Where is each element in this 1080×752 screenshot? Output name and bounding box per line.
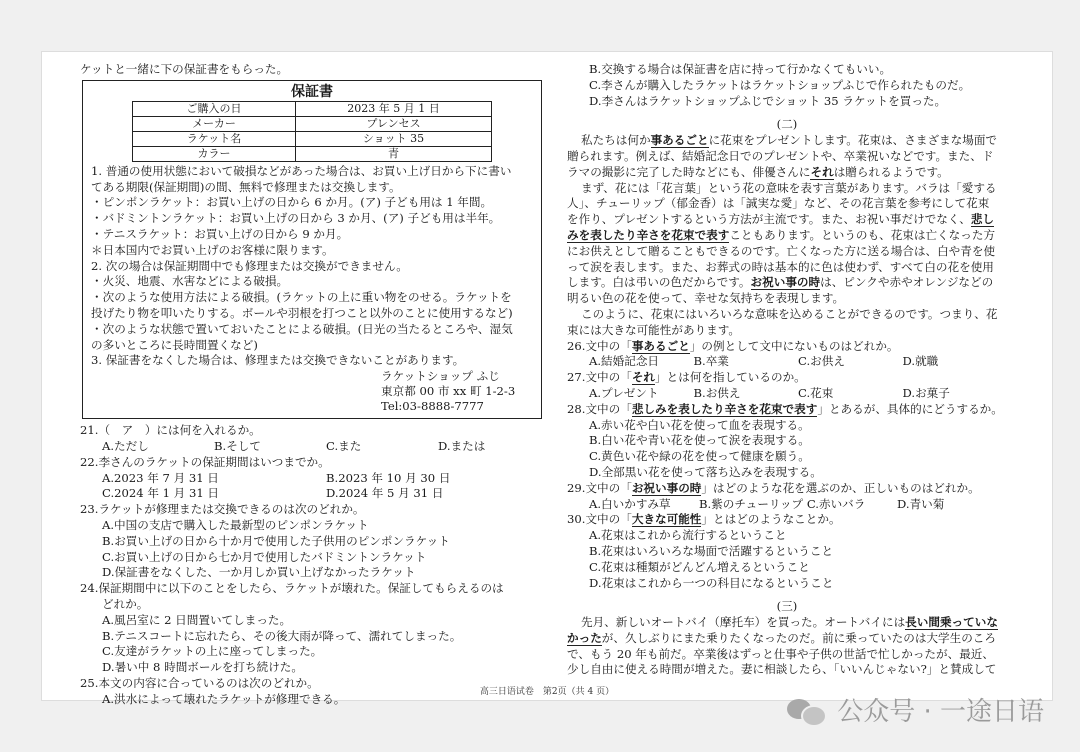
guarantee-line: 投げたり物を叩いたりする。ボールや羽根を打つこと以外のことに使用するなど) [91, 305, 513, 320]
option: C.お供え [798, 354, 845, 369]
options-21 [80, 439, 550, 455]
guarantee-table [132, 101, 492, 162]
question-24-cont: どれか。 [102, 596, 149, 611]
option: D.就職 [902, 354, 939, 369]
left-column [80, 62, 550, 708]
passage-2-para-1 [567, 133, 1007, 180]
guarantee-line: ・次のような状態で置いておいたことによる破損。(日光の当たるところや、湿気 [91, 321, 513, 336]
passage-line [567, 260, 1007, 276]
option: D.または [438, 438, 486, 453]
passage-line [567, 662, 1007, 678]
q-post: 」とは何を指しているのか。 [655, 370, 806, 385]
passage-text: で、もう 20 年も前だ。卒業後はずっと仕事や子供の世話で忙しかったが、最近、 [567, 646, 994, 661]
passage-text: ラマの撮影に完了した時などにも、俳優さんに [567, 164, 811, 179]
q-post: 」とあるが、具体的にどうするか。 [817, 401, 1003, 416]
option: B.卒業 [693, 354, 729, 369]
q-underlined: 大きな可能性 [631, 512, 702, 527]
underlined-phrase: 事あるごと [650, 133, 709, 148]
option: B.交換する場合は保証書を店に持って行かなくてもいい。 [589, 62, 892, 76]
guarantee-line: 1. 普通の使用状態において破損などがあった場合は、お買い上げ日から下に書い [91, 163, 512, 178]
underlined-phrase: お祝い事の時 [750, 275, 821, 290]
exam-page [42, 52, 1052, 706]
passage-line [567, 275, 1007, 291]
question-27 [567, 370, 1007, 386]
passage-line [567, 615, 1007, 631]
shop-name: ラケットショップ ふじ [381, 369, 500, 384]
option: D.花束はこれから一つの科目になるということ [589, 575, 834, 590]
page-footer: 高三日语试卷 第2页（共 4 页） [479, 687, 615, 697]
passage-line [567, 307, 1007, 323]
passage-text: 私たちは何か [581, 133, 651, 148]
passage-line [567, 181, 1007, 197]
table-row [133, 101, 492, 116]
question-26 [567, 339, 1007, 355]
option: A.結婚記念日 [589, 354, 660, 369]
q-post: 」とはどのようなことか。 [701, 512, 841, 527]
q-post: 」の例として文中にないものはどれか。 [689, 338, 899, 353]
guarantee-line: ＊日本国内でお買い上げのお客様に限ります。 [91, 242, 334, 257]
option: D.全部黒い花を使って落ち込みを表現する。 [589, 464, 822, 479]
passage-line [567, 291, 1007, 307]
table-value: 青 [296, 146, 492, 161]
option: B.テニスコートに忘れたら、その後大雨が降って、濡れてしまった。 [102, 628, 462, 643]
option: B.お供え [693, 385, 741, 400]
passage-text: にお供えとして贈ることもできるのです。亡くなった方に送る場合は、白や青を使 [567, 243, 996, 258]
passage-line [567, 631, 1007, 647]
option: D.保証書をなくした、一か月しか買い上げなかったラケット [102, 565, 416, 580]
q-underlined: 事あるごと [631, 338, 690, 353]
underlined-phrase: 長い間乗っていな [905, 615, 998, 630]
watermark-text: 公众号 · 一途日语 [837, 697, 1044, 727]
option: B.お買い上げの日から十か月で使用した子供用のピンポンラケット [102, 533, 450, 548]
passage-3-para-1 [567, 615, 1007, 678]
table-key: ラケット名 [133, 131, 296, 146]
options-27 [567, 386, 1007, 402]
passage-line [567, 149, 1007, 165]
table-row [133, 131, 492, 146]
option: C.花束は種類がどんどん増えるということ [589, 559, 810, 574]
passage-text: こともあります。というのも、花束は亡くなった方 [729, 227, 996, 242]
passage-line [567, 647, 1007, 663]
guarantee-line: 3. 保証書をなくした場合は、修理または交換できないことがあります。 [91, 353, 465, 368]
guarantee-title: 保証書 [291, 83, 333, 100]
q-underlined: お祝い事の時 [631, 480, 702, 495]
underlined-phrase: かった [567, 630, 602, 645]
guarantee-line: てある期限(保証期間)の間、無料で修理または交換します。 [91, 179, 401, 194]
option: D.青い菊 [897, 496, 945, 511]
passage-line [567, 244, 1007, 260]
q-pre: 26.文中の「 [567, 338, 632, 353]
option: A.中国の支店で購入した最新型のピンポンラケット [102, 517, 369, 532]
section-3-heading: (三) [776, 599, 798, 614]
option: A.白いかすみ草 [589, 496, 671, 511]
passage-text: は、ピンクや赤やオレンジなどの [820, 275, 994, 290]
question-25: 25.本文の内容に合っているのは次のどれか。 [80, 675, 319, 690]
question-30 [567, 512, 1007, 528]
option: D.暑い中 8 時間ボールを打ち続けた。 [102, 660, 303, 675]
option: C.また [326, 438, 362, 453]
option: D.2024 年 5 月 31 日 [326, 486, 444, 501]
option: D.李さんはラケットショップふじでショット 35 ラケットを買った。 [589, 93, 947, 108]
guarantee-box [82, 80, 542, 419]
table-value: プレンセス [296, 116, 492, 131]
passage-line [567, 196, 1007, 212]
options-29 [567, 497, 1007, 513]
passage-line [567, 165, 1007, 181]
passage-text: まず、花には「花言葉」という花の意味を表す言葉があります。バラは「愛する [581, 180, 997, 195]
option: A.2023 年 7 月 31 日 [102, 470, 219, 485]
underlined-phrase: それ [810, 164, 834, 179]
options-26 [567, 354, 1007, 370]
wechat-icon [787, 695, 825, 725]
passage-line [567, 212, 1007, 228]
passage-text: 人」、チューリップ（郁金香）は「誠実な愛」など、その花言葉を参考にして花束 [567, 196, 990, 211]
passage-text: 贈られます。例えば、結婚記念日でのプレゼントや、卒業祝いなどです。また、ド [567, 148, 994, 163]
passage-2-para-2 [567, 181, 1007, 307]
passage-text: 明るい色の花を使って、幸せな気持ちを表現します。 [567, 291, 845, 306]
passage-line [567, 228, 1007, 244]
passage-text: が、久しぶりにまた乗りたくなったのだ。前に乗っていたのは大学生のころ [601, 630, 996, 645]
passage-text: 束には大きな可能性があります。 [567, 322, 740, 337]
question-22: 22.李さんのラケットの保証期間はいつまでか。 [80, 454, 330, 469]
question-24: 24.保証期間中に以下のことをしたら、ラケットが壊れた。保証してもらえるのは [80, 581, 504, 596]
table-value: ショット 35 [296, 131, 492, 146]
q-underlined: 悲しみを表したり辛さを花束で表す [631, 401, 818, 416]
guarantee-line: ・バドミントンラケット：お買い上げの日から 3 か月、(ア) 子ども用は半年。 [91, 211, 501, 226]
table-row [133, 116, 492, 131]
question-28 [567, 402, 1007, 418]
option: B.2023 年 10 月 30 日 [326, 470, 451, 485]
section-2-heading: (二) [776, 117, 798, 132]
shop-address: 東京都 00 市 xx 町 1-2-3 [381, 384, 516, 399]
q-underlined: それ [631, 370, 656, 385]
guarantee-line: ・火災、地震、水害などによる破損。 [91, 274, 289, 289]
option: A.赤い花や白い花を使って血を表現する。 [589, 417, 810, 432]
option: C.2024 年 1 月 31 日 [102, 486, 219, 501]
option: B.そして [214, 438, 261, 453]
intro-text: ケットと一緒に下の保証書をもらった。 [80, 62, 289, 76]
option: A.ただし [102, 438, 149, 453]
option: A.プレゼント [589, 385, 659, 400]
q-post: 」はどのような花を選ぶのか、正しいものはどれか。 [701, 480, 980, 495]
question-23: 23.ラケットが修理または交換できるのは次のどれか。 [80, 502, 365, 517]
q-pre: 29.文中の「 [567, 480, 632, 495]
options-22 [80, 471, 550, 487]
passage-text: を作り、プレゼントするという方法が主流です。また、お祝い事だけでなく、 [567, 212, 971, 227]
underlined-phrase: 悲し [970, 212, 995, 227]
passage-line [567, 323, 1007, 339]
q-pre: 30.文中の「 [567, 512, 632, 527]
watermark [787, 691, 1044, 728]
table-key: ご購入の日 [133, 101, 296, 116]
options-22 [80, 486, 550, 502]
q-pre: 28.文中の「 [567, 401, 632, 416]
question-29 [567, 481, 1007, 497]
passage-2-para-3 [567, 307, 1007, 339]
option: C.李さんが購入したラケットはラケットショップふじで作られたものだ。 [589, 77, 971, 92]
guarantee-line: ・ピンポンラケット：お買い上げの日から 6 か月。(ア) 子ども用は 1 年間。 [91, 195, 493, 210]
option: C.お買い上げの日から七か月で使用したバドミントンラケット [102, 549, 427, 564]
right-column [567, 62, 1007, 678]
passage-text: 先月、新しいオートバイ（摩托车）を買った。オートバイには [581, 615, 906, 630]
q-pre: 27.文中の「 [567, 370, 632, 385]
passage-text: このように、花束にはいろいろな意味を込めることができるのです。つまり、花 [581, 306, 998, 321]
question-21: 21.（ ア ）には何を入れるか。 [80, 423, 261, 438]
guarantee-line: ・テニスラケット：お買い上げの日から 9 か月。 [91, 226, 349, 241]
guarantee-line: の多いところに長時間置くなど) [91, 337, 258, 352]
table-key: メーカー [133, 116, 296, 131]
option: C.黄色い花や緑の花を使って健康を願う。 [589, 449, 810, 464]
passage-text: は贈られるようです。 [833, 164, 949, 179]
option: D.お菓子 [902, 385, 950, 400]
table-key: カラー [133, 146, 296, 161]
passage-text: って涙を表します。また、お葬式の時は基本的に色は使わず、すべて白の花を使用 [567, 259, 994, 274]
passage-line [567, 133, 1007, 149]
underlined-phrase: みを表したり辛さを花束で表す [567, 227, 730, 242]
option: B.紫のチューリップ C.赤いバラ [699, 496, 866, 511]
guarantee-line: ・次のような使用方法による破損。(ラケットの上に重い物をのせる。ラケットを [91, 290, 512, 305]
option: B.花束はいろいろな場面で活躍するということ [589, 543, 834, 558]
passage-text: します。白は弔いの色だからです。 [567, 275, 751, 290]
option: A.洪水によって壊れたラケットが修理できる。 [102, 691, 346, 706]
option: C.友達がラケットの上に座ってしまった。 [102, 644, 323, 659]
option: A.風呂室に 2 日間置いてしまった。 [102, 612, 292, 627]
table-value: 2023 年 5 月 1 日 [296, 101, 492, 116]
table-row [133, 146, 492, 161]
option: C.花束 [798, 385, 834, 400]
shop-phone: Tel:03-8888-7777 [381, 399, 484, 414]
passage-text: 少し自由に使える時間が増えた。妻に相談したら、「いいんじゃない?」と賛成して [567, 662, 997, 677]
passage-text: に花束をプレゼントします。花束は、さまざまな場面で [708, 133, 998, 148]
option: B.白い花や青い花を使って涙を表現する。 [589, 433, 810, 448]
guarantee-line: 2. 次の場合は保証期間中でも修理または交換ができません。 [91, 258, 408, 273]
option: A.花束はこれから流行するということ [589, 528, 787, 543]
